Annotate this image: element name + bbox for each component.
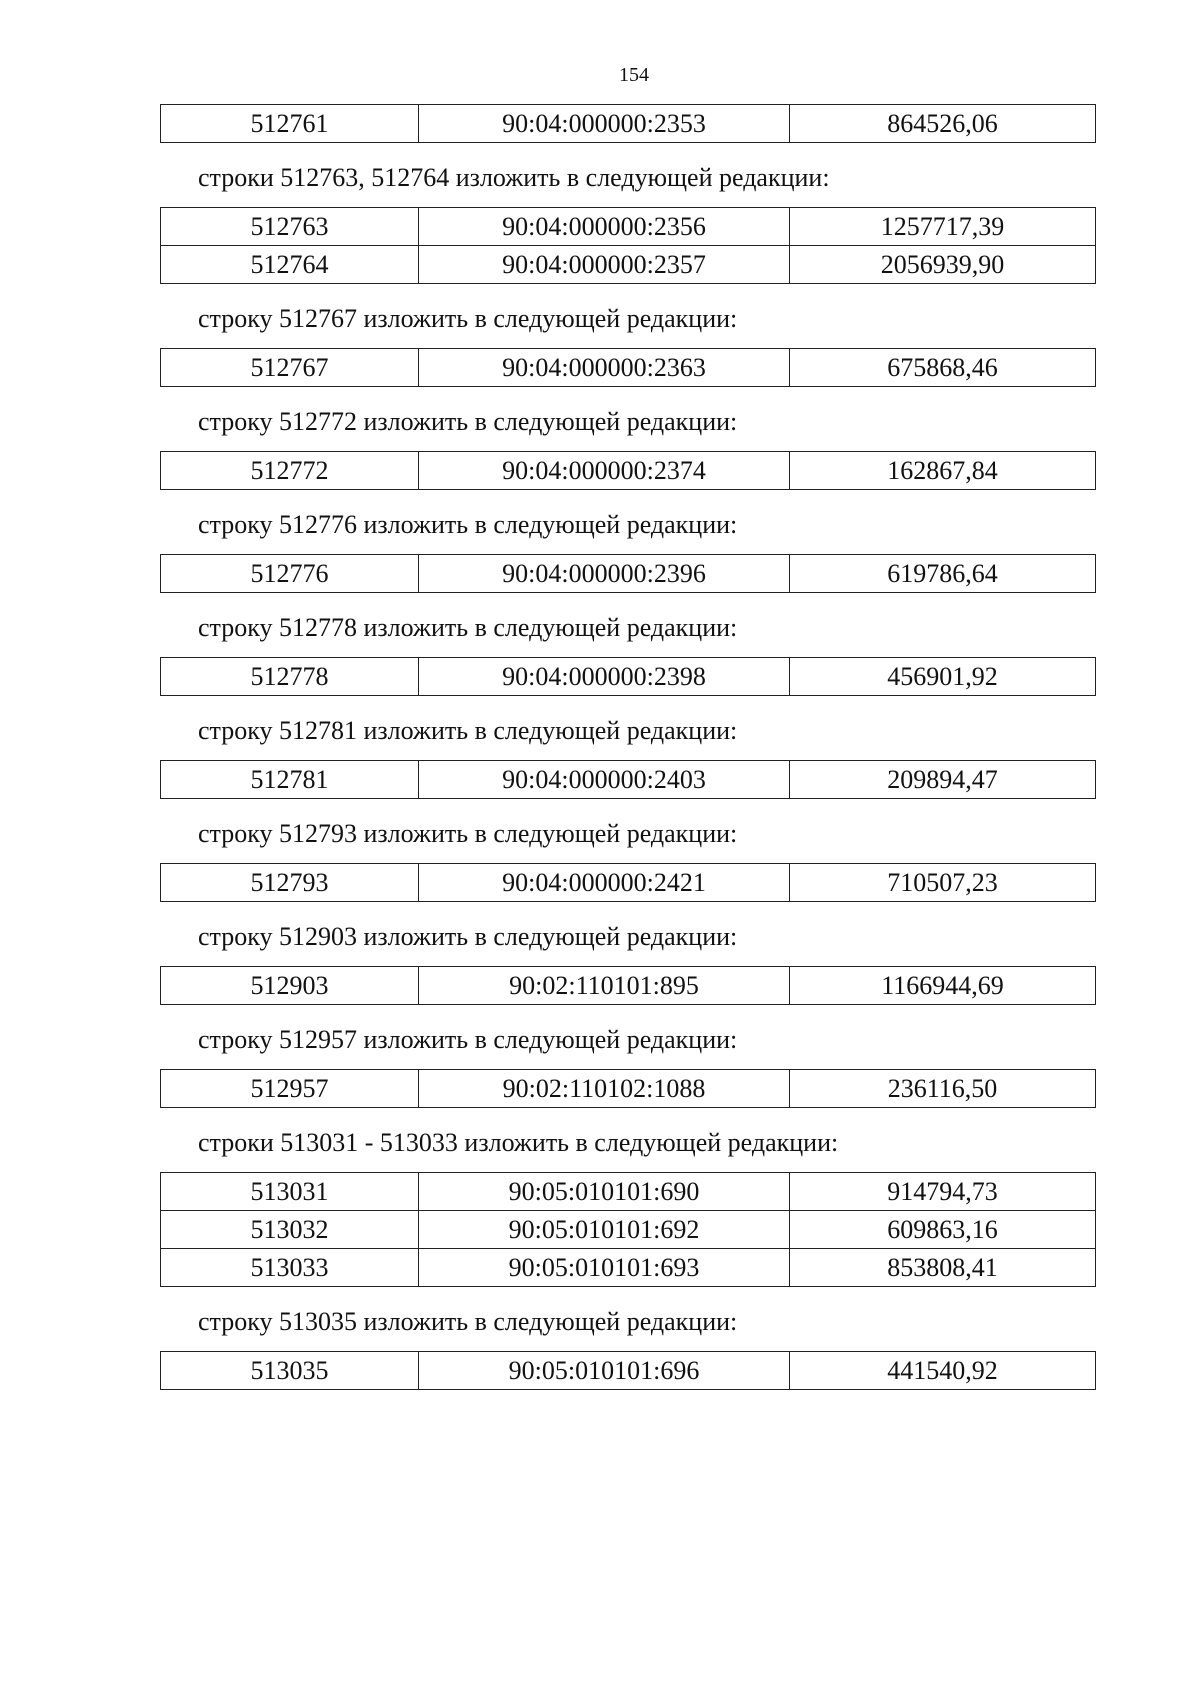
amendment-table <box>160 207 1096 284</box>
page-number: 154 <box>619 64 649 86</box>
value-cell: 619786,64 <box>790 555 1096 593</box>
table-row <box>161 208 1096 246</box>
value-cell: 710507,23 <box>790 864 1096 902</box>
cadastral-number-cell: 90:04:000000:2421 <box>419 864 790 902</box>
amendment-table <box>160 348 1096 387</box>
value-cell: 2056939,90 <box>790 246 1096 284</box>
table-row <box>161 555 1096 593</box>
value-cell: 456901,92 <box>790 658 1096 696</box>
table-row <box>161 1211 1096 1249</box>
value-cell: 236116,50 <box>790 1070 1096 1108</box>
cadastral-number-cell: 90:05:010101:696 <box>419 1352 790 1390</box>
table-row <box>161 349 1096 387</box>
document-content <box>160 104 1095 1390</box>
amendment-table <box>160 1172 1096 1287</box>
value-cell: 441540,92 <box>790 1352 1096 1390</box>
amendment-instruction: строку 512903 изложить в следующей редакции: <box>198 922 738 951</box>
row-number-cell: 512957 <box>161 1070 419 1108</box>
row-number-cell: 513031 <box>161 1173 419 1211</box>
cadastral-number-cell: 90:04:000000:2363 <box>419 349 790 387</box>
table-row <box>161 1173 1096 1211</box>
amendment-instruction: строку 512772 изложить в следующей редакции: <box>198 407 738 436</box>
value-cell: 1257717,39 <box>790 208 1096 246</box>
cadastral-number-cell: 90:04:000000:2374 <box>419 452 790 490</box>
row-number-cell: 512776 <box>161 555 419 593</box>
amendment-table <box>160 657 1096 696</box>
amendment-block <box>160 714 1095 799</box>
row-number-cell: 512767 <box>161 349 419 387</box>
amendment-block <box>160 508 1095 593</box>
table-row <box>161 1070 1096 1108</box>
value-cell: 864526,06 <box>790 105 1096 143</box>
value-cell: 853808,41 <box>790 1249 1096 1287</box>
amendment-table <box>160 760 1096 799</box>
value-cell: 609863,16 <box>790 1211 1096 1249</box>
cadastral-number-cell: 90:05:010101:692 <box>419 1211 790 1249</box>
amendment-instruction: строку 512793 изложить в следующей редакции: <box>198 819 738 848</box>
amendment-block <box>160 302 1095 387</box>
cadastral-number-cell: 90:05:010101:693 <box>419 1249 790 1287</box>
cadastral-number-cell: 90:04:000000:2396 <box>419 555 790 593</box>
cadastral-number-cell: 90:02:110101:895 <box>419 967 790 1005</box>
cadastral-number-cell: 90:05:010101:690 <box>419 1173 790 1211</box>
amendment-instruction: строку 512957 изложить в следующей редакции: <box>198 1025 738 1054</box>
amendment-block <box>160 104 1095 143</box>
cadastral-number-cell: 90:02:110102:1088 <box>419 1070 790 1108</box>
amendment-table <box>160 1069 1096 1108</box>
row-number-cell: 513032 <box>161 1211 419 1249</box>
amendment-instruction: строку 512767 изложить в следующей редакции: <box>198 304 738 333</box>
cadastral-number-cell: 90:04:000000:2356 <box>419 208 790 246</box>
amendment-instruction: строки 512763, 512764 изложить в следующей редакции: <box>198 163 830 192</box>
row-number-cell: 512761 <box>161 105 419 143</box>
amendment-instruction: строку 512781 изложить в следующей редакции: <box>198 716 738 745</box>
amendment-table <box>160 451 1096 490</box>
cadastral-number-cell: 90:04:000000:2403 <box>419 761 790 799</box>
row-number-cell: 512772 <box>161 452 419 490</box>
value-cell: 675868,46 <box>790 349 1096 387</box>
row-number-cell: 512793 <box>161 864 419 902</box>
amendment-block <box>160 161 1095 284</box>
amendment-table <box>160 1351 1096 1390</box>
table-row <box>161 1249 1096 1287</box>
table-row <box>161 864 1096 902</box>
amendment-block <box>160 1305 1095 1390</box>
amendment-block <box>160 1126 1095 1287</box>
row-number-cell: 513035 <box>161 1352 419 1390</box>
row-number-cell: 512763 <box>161 208 419 246</box>
amendment-block <box>160 611 1095 696</box>
table-row <box>161 105 1096 143</box>
cadastral-number-cell: 90:04:000000:2398 <box>419 658 790 696</box>
amendment-instruction: строки 513031 - 513033 изложить в следующей редакции: <box>198 1128 839 1157</box>
value-cell: 1166944,69 <box>790 967 1096 1005</box>
amendment-instruction: строку 512778 изложить в следующей редакции: <box>198 613 738 642</box>
amendment-table <box>160 104 1096 143</box>
table-row <box>161 246 1096 284</box>
table-row <box>161 452 1096 490</box>
row-number-cell: 512778 <box>161 658 419 696</box>
table-row <box>161 658 1096 696</box>
table-row <box>161 1352 1096 1390</box>
value-cell: 209894,47 <box>790 761 1096 799</box>
amendment-instruction: строку 513035 изложить в следующей редакции: <box>198 1307 738 1336</box>
row-number-cell: 512903 <box>161 967 419 1005</box>
row-number-cell: 513033 <box>161 1249 419 1287</box>
amendment-instruction: строку 512776 изложить в следующей редакции: <box>198 510 738 539</box>
row-number-cell: 512781 <box>161 761 419 799</box>
table-row <box>161 967 1096 1005</box>
value-cell: 162867,84 <box>790 452 1096 490</box>
amendment-table <box>160 966 1096 1005</box>
amendment-block <box>160 817 1095 902</box>
cadastral-number-cell: 90:04:000000:2353 <box>419 105 790 143</box>
amendment-block <box>160 1023 1095 1108</box>
row-number-cell: 512764 <box>161 246 419 284</box>
amendment-table <box>160 863 1096 902</box>
amendment-table <box>160 554 1096 593</box>
amendment-block <box>160 405 1095 490</box>
value-cell: 914794,73 <box>790 1173 1096 1211</box>
amendment-block <box>160 920 1095 1005</box>
cadastral-number-cell: 90:04:000000:2357 <box>419 246 790 284</box>
table-row <box>161 761 1096 799</box>
